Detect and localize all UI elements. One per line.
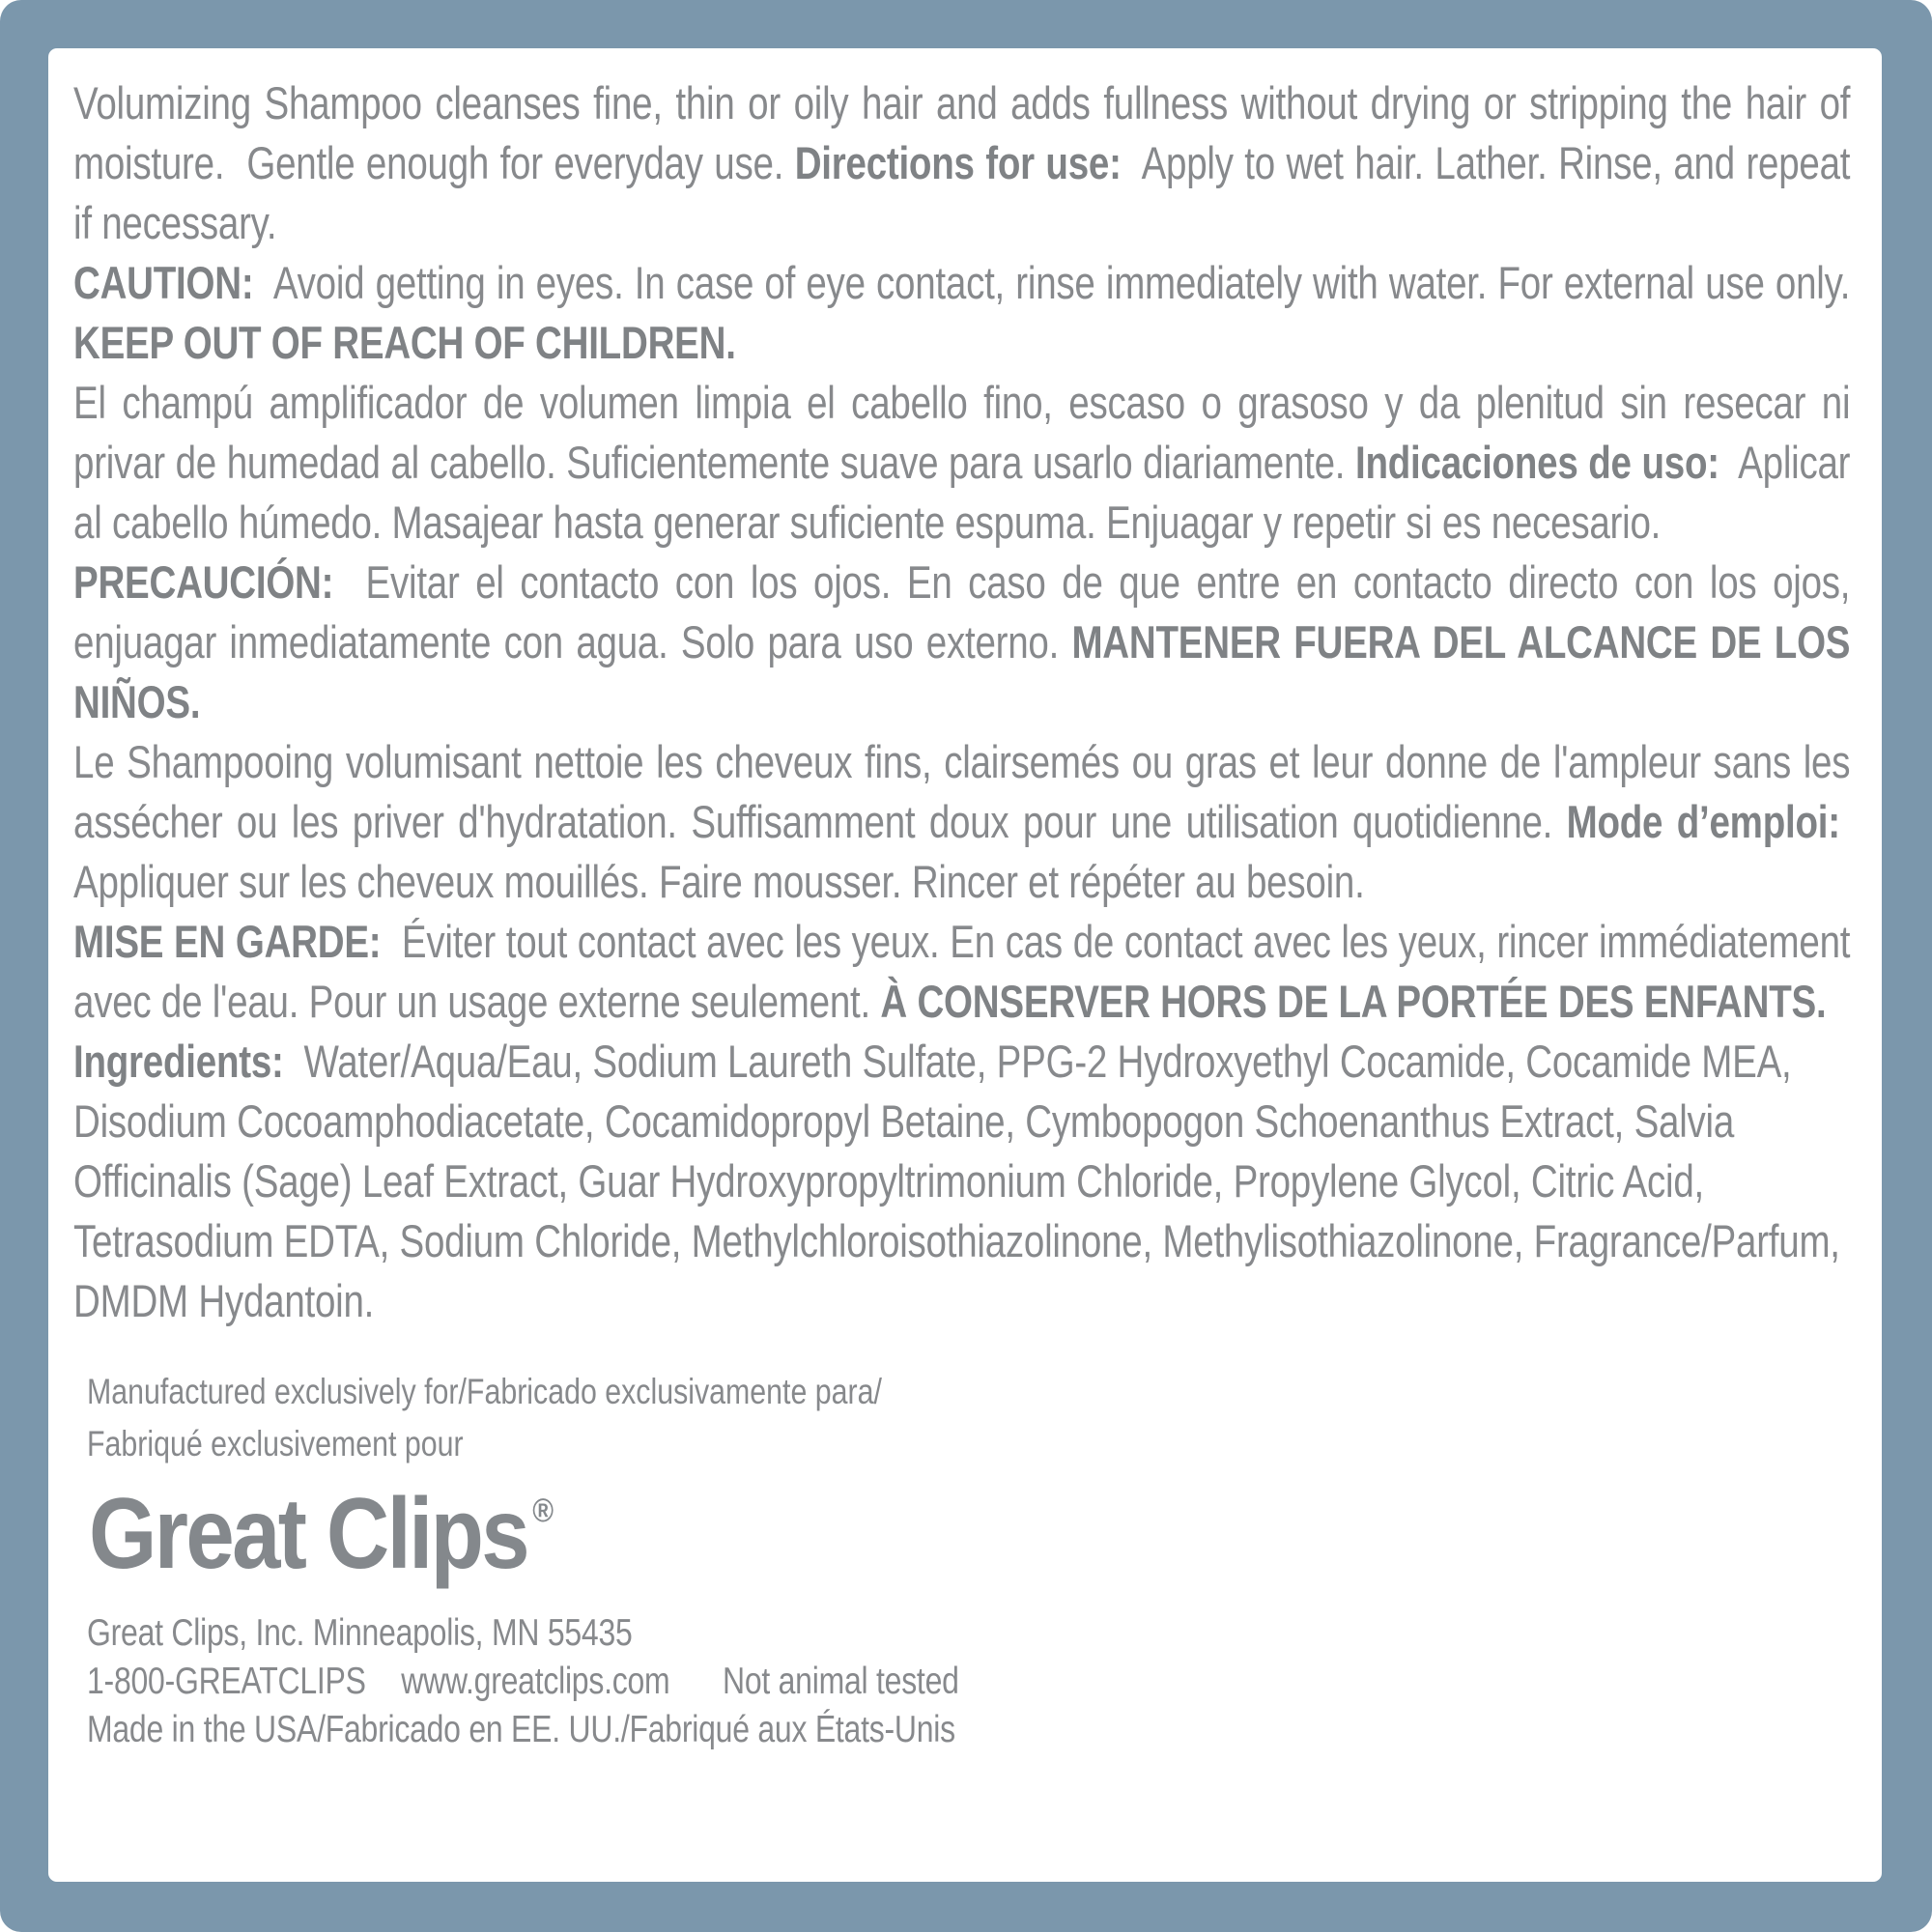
footer <box>73 1366 1850 1754</box>
bold-text-segment: À CONSERVER HORS DE LA PORTÉE DES ENFANTS. <box>880 976 1827 1027</box>
french-description <box>73 732 1850 912</box>
text-segment: Evitar el contacto con los ojos. En caso de que entre en contacto directo con los ojos, enjuagar inmediatamente con agua. Solo para uso externo. <box>73 556 1851 668</box>
text-segment: Appliquer sur les cheveux mouillés. Faire mousser. Rincer et répéter au besoin. <box>73 796 1851 907</box>
english-caution <box>73 253 1850 373</box>
text-segment: Avoid getting in eyes. In case of eye contact, rinse immediately with water. For external use only. <box>253 257 1851 308</box>
bold-text-segment: Ingredients: <box>73 1036 284 1087</box>
animal-testing-note: Not animal tested <box>722 1661 959 1702</box>
bold-text-segment: KEEP OUT OF REACH OF CHILDREN. <box>73 317 736 368</box>
manufactured-line-2: Fabriqué exclusivement pour <box>87 1424 464 1463</box>
french-caution <box>73 912 1850 1032</box>
bold-text-segment: Indicaciones de uso: <box>1355 437 1719 488</box>
label-card <box>48 48 1882 1882</box>
great-clips-logo <box>89 1478 1621 1596</box>
ingredients <box>73 1032 1850 1331</box>
phone-number: 1-800-GREATCLIPS <box>87 1661 366 1702</box>
spanish-caution <box>73 553 1850 732</box>
text-segment: Aplicar al cabello húmedo. Masajear hasta generar suficiente espuma. Enjuagar y repetir si es necesario. <box>73 437 1851 548</box>
text-segment: Water/Aqua/Eau, Sodium Laureth Sulfate, PPG-2 Hydroxyethyl Cocamide, Cocamide MEA, Disodium Cocoamphodiacetate, Cocamidopropyl Betaine, Cymbopogon Schoenanthus Extract, Salvia Officinalis (Sage) Leaf Extract, Guar Hydroxypropyltrimonium Chloride, Propylene Glycol, Citric Acid, Tetrasodium EDTA, Sodium Chloride, Methylchloroisothiazolinone, Methylisothiazolinone, Fragrance/Parfum, DMDM Hydantoin. <box>73 1036 1840 1326</box>
text-segment: Éviter tout contact avec les yeux. En cas de contact avec les yeux, rincer immédiatement avec de l'eau. Pour un usage externe seulement. <box>73 916 1851 1027</box>
origin-line: Made in the USA/Fabricado en EE. UU./Fabriqué aux États-Unis <box>87 1709 955 1750</box>
registered-trademark-symbol: ® <box>532 1492 554 1529</box>
text-segment: Le Shampooing volumisant nettoie les cheveux fins, clairsemés ou gras et leur donne de l'ampleur sans les assécher ou les priver d'hydratation. Suffisamment doux pour une utilisation quotidienne. <box>73 736 1851 847</box>
bold-text-segment: MANTENER FUERA DEL ALCANCE DE LOS NIÑOS. <box>73 616 1851 727</box>
english-description <box>73 73 1850 253</box>
bold-text-segment: CAUTION: <box>73 257 254 308</box>
website-url: www.greatclips.com <box>401 1661 670 1702</box>
text-segment: Apply to wet hair. Lather. Rinse, and repeat if necessary. <box>73 137 1851 248</box>
contact-line <box>87 1658 1863 1706</box>
text-segment: El champú amplificador de volumen limpia el cabello fino, escaso o grasoso y da plenitud sin resecar ni privar de humedad al cabello. Suficientemente suave para usarlo diariamente. <box>73 377 1851 488</box>
bold-text-segment: Directions for use: <box>794 137 1122 188</box>
manufactured-line-1: Manufactured exclusively for/Fabricado exclusivamente para/ <box>87 1372 882 1411</box>
text-segment: Volumizing Shampoo cleanses fine, thin or oily hair and adds fullness without drying or stripping the hair of moisture. Gentle enough for everyday use. <box>73 77 1851 188</box>
spanish-description <box>73 373 1850 553</box>
bold-text-segment: Mode d’emploi: <box>1566 796 1840 847</box>
bold-text-segment: PRECAUCIÓN: <box>73 556 334 608</box>
label-content <box>73 73 1850 1754</box>
address-line: Great Clips, Inc. Minneapolis, MN 55435 <box>87 1612 633 1654</box>
brand-wordmark: Great Clips <box>89 1478 528 1590</box>
bold-text-segment: MISE EN GARDE: <box>73 916 382 967</box>
label-paragraphs <box>73 73 1850 1331</box>
